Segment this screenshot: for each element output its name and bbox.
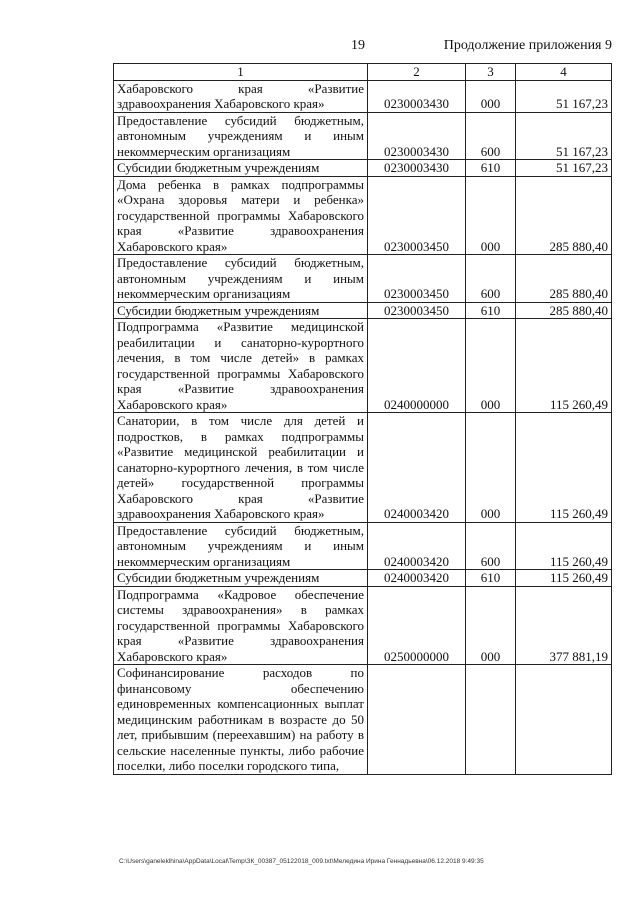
row-name: Предоставление субсидий бюджетным, автономным учреждениям и иным некоммерческим организациям <box>114 522 368 570</box>
row-name: Субсидии бюджетным учреждениям <box>114 570 368 587</box>
row-code: 0230003450 <box>368 255 466 303</box>
column-header: 4 <box>516 64 612 81</box>
row-name: Предоставление субсидий бюджетным, автономным учреждениям и иным некоммерческим организациям <box>114 255 368 303</box>
row-name: Хабаровского края «Развитие здравоохранения Хабаровского края» <box>114 80 368 112</box>
row-name: Санатории, в том числе для детей и подростков, в рамках подпрограммы «Развитие медицинской реабилитации и санаторно-курортного лечения, в том числе детей» государственной программы Хабаровского края «Развитие здравоохранения Хабаровского края» <box>114 413 368 523</box>
row-name: Подпрограмма «Кадровое обеспечение системы здравоохранения» в рамках государственной программы Хабаровского края «Развитие здравоохранения Хабаровского края» <box>114 586 368 665</box>
row-type: 610 <box>466 302 516 319</box>
column-header: 1 <box>114 64 368 81</box>
row-code: 0230003430 <box>368 160 466 177</box>
table-row <box>114 522 612 570</box>
row-code: 0240003420 <box>368 413 466 523</box>
row-amount: 285 880,40 <box>516 255 612 303</box>
row-amount: 51 167,23 <box>516 160 612 177</box>
row-code: 0230003450 <box>368 176 466 255</box>
row-type: 000 <box>466 176 516 255</box>
row-type: 000 <box>466 413 516 523</box>
row-type: 000 <box>466 80 516 112</box>
row-amount: 285 880,40 <box>516 176 612 255</box>
row-amount: 115 260,49 <box>516 570 612 587</box>
file-path-footer: C:\Users\ganeleklhina\AppData\Local\Temp\ЗК_00387_05122018_009.txt\Меледина Ирина Геннадьевна\06.12.2018 9:49:35 <box>119 858 484 865</box>
page-number: 19 <box>351 38 365 53</box>
row-code: 0240003420 <box>368 522 466 570</box>
table-row <box>114 586 612 665</box>
table-row <box>114 570 612 587</box>
table-row <box>114 302 612 319</box>
row-code: 0250000000 <box>368 586 466 665</box>
row-amount: 115 260,49 <box>516 522 612 570</box>
row-type: 000 <box>466 319 516 413</box>
row-amount: 115 260,49 <box>516 319 612 413</box>
row-type <box>466 665 516 775</box>
table-row <box>114 80 612 112</box>
row-name: Предоставление субсидий бюджетным, автономным учреждениям и иным некоммерческим организациям <box>114 112 368 160</box>
row-name: Субсидии бюджетным учреждениям <box>114 160 368 177</box>
table-row <box>114 160 612 177</box>
row-code <box>368 665 466 775</box>
row-name: Дома ребенка в рамках подпрограммы «Охрана здоровья матери и ребенка» государственной программы Хабаровского края «Развитие здравоохранения Хабаровского края» <box>114 176 368 255</box>
table-header-row <box>114 64 612 81</box>
row-name: Подпрограмма «Развитие медицинской реабилитации и санаторно-курортного лечения, в том числе детей» в рамках государственной программы Хабаровского края «Развитие здравоохранения Хабаровского края» <box>114 319 368 413</box>
row-code: 0240000000 <box>368 319 466 413</box>
row-amount: 51 167,23 <box>516 112 612 160</box>
row-code: 0230003450 <box>368 302 466 319</box>
table-row <box>114 413 612 523</box>
row-name: Софинансирование расходов по финансовому обеспечению единовременных компенсационных выплат медицинским работникам в возрасте до 50 лет, прибывшим (переехавшим) на работу в сельские населенные пункты, либо рабочие поселки, либо поселки городского типа, <box>114 665 368 775</box>
row-code: 0230003430 <box>368 112 466 160</box>
row-code: 0230003430 <box>368 80 466 112</box>
table-row <box>114 112 612 160</box>
continuation-label: Продолжение приложения 9 <box>443 38 612 53</box>
table-row <box>114 319 612 413</box>
table-row <box>114 665 612 775</box>
row-type: 600 <box>466 522 516 570</box>
row-amount: 285 880,40 <box>516 302 612 319</box>
row-name: Субсидии бюджетным учреждениям <box>114 302 368 319</box>
column-header: 3 <box>466 64 516 81</box>
row-code: 0240003420 <box>368 570 466 587</box>
table-row <box>114 255 612 303</box>
budget-table <box>113 63 612 775</box>
column-header: 2 <box>368 64 466 81</box>
table-row <box>114 176 612 255</box>
row-type: 000 <box>466 586 516 665</box>
row-type: 600 <box>466 112 516 160</box>
row-type: 610 <box>466 570 516 587</box>
row-type: 610 <box>466 160 516 177</box>
row-type: 600 <box>466 255 516 303</box>
row-amount <box>516 665 612 775</box>
row-amount: 115 260,49 <box>516 413 612 523</box>
row-amount: 51 167,23 <box>516 80 612 112</box>
row-amount: 377 881,19 <box>516 586 612 665</box>
